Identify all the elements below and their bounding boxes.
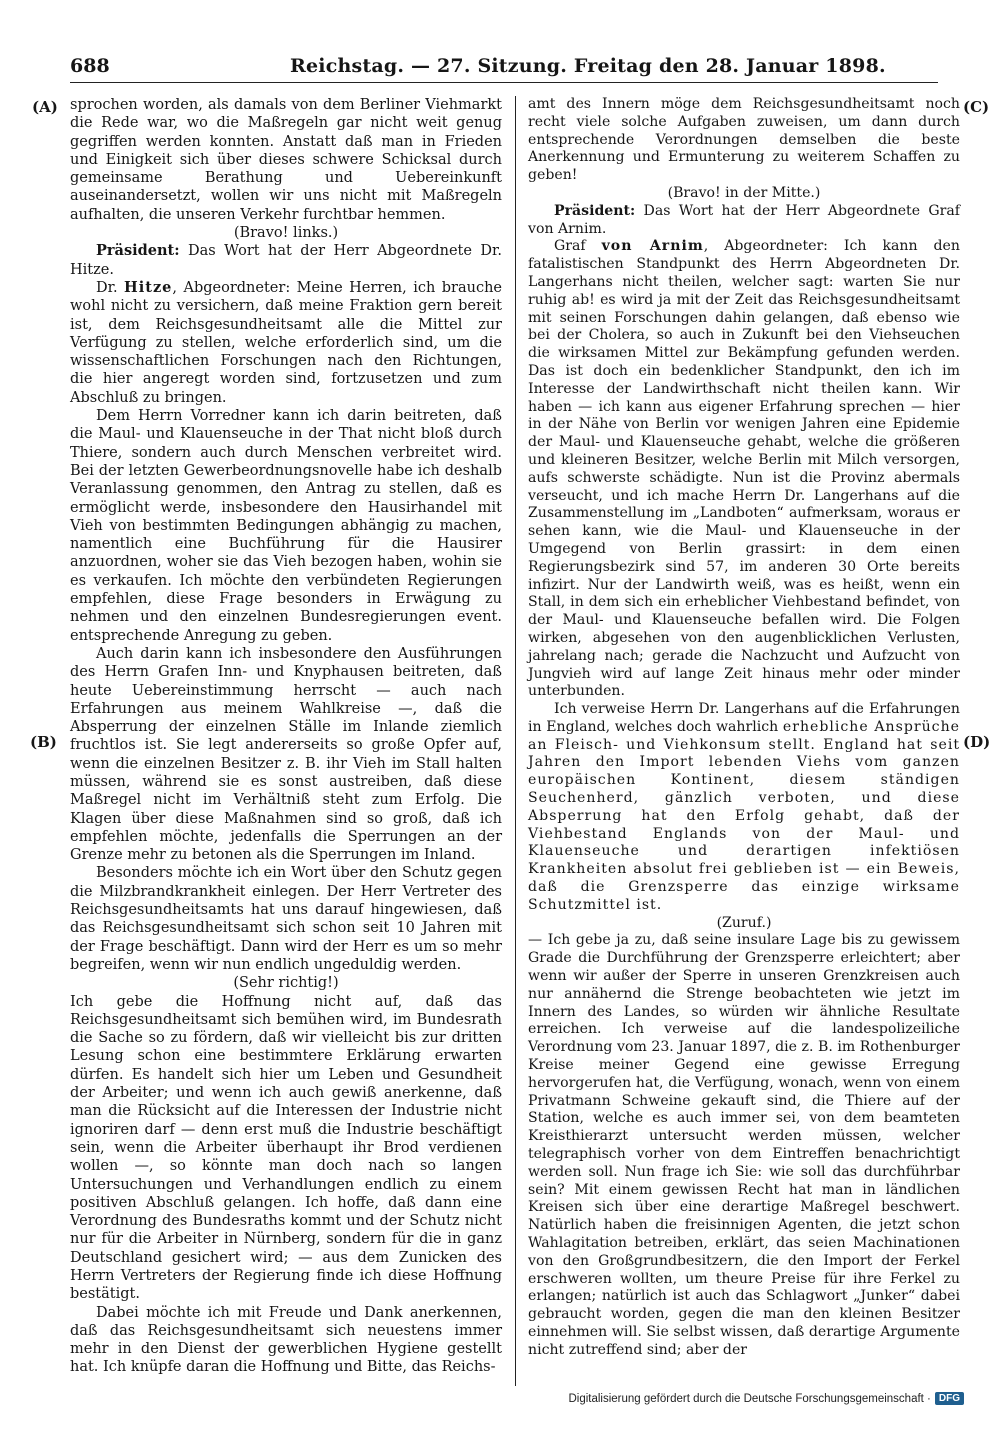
paragraph	[70, 242, 502, 279]
paragraph: Dabei möchte ich mit Freude und Dank anerkennen, daß das Reichsgesundheitsamt sich neuestens immer mehr in den Dienst der gewerblichen Hygiene gestellt hat. Ich knüpfe daran die Hoffnung und Bitte, das Reichs-	[70, 1304, 502, 1376]
paragraph-text: , Abgeordneter: Ich kann den fatalistischen Standpunkt des Herrn Abgeordneten Dr. Langerhans nicht theilen, welcher sagt: warten Sie nur ruhig ab! es wird ja mit der Zeit das Reichsgesundheitsamt mit seinen Forschungen dahin gelangen, daß ebenso wie bei der Cholera, so auch in Zukunft bei den Viehseuchen die wirksamen Mittel zur Bekämpfung gefunden werden. Das ist doch ein bedenklicher Standpunkt, den ich im Interesse der Landwirthschaft nicht theilen kann. Wir haben — ich kann aus eigener Erfahrung sprechen — hier in der Nähe von Berlin vor wenigen Jahren eine Epidemie der Maul- und Klauenseuche gehabt, welche die größeren und kleineren Besitzer, welche Berlin mit Milch versorgen, aufs schwerste schädigte. Nun ist die Provinz abermals verseucht, und ich mache Herrn Dr. Langerhans auf die Zusammenstellung im „Landboten“ aufmerksam, woraus er sehen kann, wie die Maul- und Klauenseuche in der Umgegend von Berlin grassirt: in dem einen Regierungsbezirk sind 57, im anderen 30 Orte bereits infizirt. Nur der Landwirth weiß, was es heißt, wenn ein Stall, in dem sich ein erheblicher Viehbestand befindet, von der Maul- und Klauenseuche befallen wird. Die Folgen wirken, abgesehen von den augenblicklichen Verlusten, jahrelang nach; gerade die Nachzucht und Aufzucht von Jungvieh wird auf lange Zeit hinaus mehr oder minder unterbunden.	[528, 238, 960, 700]
paragraph-text: , Abgeordneter: Meine Herren, ich brauche wohl nicht zu versichern, daß meine Fraktion gern bereit ist, dem Reichsgesundheitsamt alle die Mittel zur Verfügung zu stellen, welche erforderlich sind, um die wissenschaftlichen Forschungen nach den Richtungen, die hier angeregt worden sind, fortzusetzen und zum Abschluß zu bringen.	[70, 279, 503, 406]
paragraph: amt des Innern möge dem Reichsgesundheitsamt noch recht viele solche Aufgaben zuweisen, um dann durch entsprechende Verordnungen demselben die beste Anerkennung und Ermunterung zu weiterem Schaffen zu geben!	[528, 96, 960, 184]
paragraph	[528, 203, 960, 239]
footer-text: Digitalisierung gefördert durch die Deutsche Forschungsgemeinschaft ·	[568, 1392, 931, 1405]
paragraph	[528, 701, 960, 915]
left-column	[70, 96, 502, 1377]
column-divider	[515, 96, 516, 1386]
paragraph: Besonders möchte ich ein Wort über den Schutz gegen die Milzbrandkrankheit einlegen. Der Herr Vertreter des Reichsgesundheitsamts hat uns darauf hingewiesen, daß das Reichsgesundheitsamt sich schon seit 10 Jahren mit der Frage beschäftigt. Dann wird der Herr es um so mehr begreifen, wenn wir nun endlich ungeduldig werden.	[70, 865, 502, 973]
interjection: (Bravo! links.)	[233, 225, 339, 242]
paragraph-text: Ich verweise Herrn Dr. Langerhans auf die Erfahrungen in England, welches doch wahrlich	[528, 701, 960, 735]
right-column	[528, 96, 960, 1360]
interjection: (Zuruf.)	[716, 914, 772, 931]
interjection: (Bravo! in der Mitte.)	[667, 184, 821, 201]
header-rule	[70, 82, 938, 83]
page-number: 688	[70, 55, 110, 77]
paragraph	[70, 279, 502, 407]
paragraph-text: Das Wort hat der Herr Abgeordnete Dr. Hitze.	[70, 243, 502, 278]
paragraph: Auch darin kann ich insbesondere den Ausführungen des Herrn Grafen Inn- und Knyphausen beitreten, daß heute Uebereinstimmung herrscht — auch nach Erfahrungen aus meinem Wahlkreise —, daß die Absperrung der einzelnen Ställe im Inlande ziemlich fruchtlos ist. Sie legt andererseits so große Opfer auf, wenn die einzelnen Besitzer z. B. ihr Vieh im Stall halten müssen, während sie es sonst austreiben, daß diese Maßregel nicht im Verhältniß steht zum Erfolg. Die Klagen über diese Maßnahmen sind so groß, daß ich empfehlen möchte, jedenfalls die Sperrungen an der Grenze mehr zu betonen als die Sperrungen im Inland.	[70, 645, 502, 864]
digitization-footer	[568, 1392, 964, 1405]
interjection: (Sehr richtig!)	[233, 975, 339, 992]
paragraph: Ich gebe die Hoffnung nicht auf, daß das Reichsgesundheitsamt sich bemühen wird, im Bundesrath die Sache so zu fördern, daß wir vielleicht bis zur dritten Lesung schon eine bestimmtere Erklärung erwarten dürfen. Es handelt sich hier um Leben und Gesundheit der Arbeiter; und wenn ich auch gewiß anerkenne, daß man die Rücksicht auf die Interessen der Industrie nicht ignoriren darf — denn erst muß die Industrie beschäftigt sein, wenn die Arbeiter überhaupt ihr Brod verdienen wollen —, so könnte man doch nach so langen Untersuchungen und Verhandlungen endlich zu einem positiven Abschluß gelangen. Ich hoffe, daß dann eine Verordnung des Bundesraths kommt und der Schutz nicht nur für die Arbeiter in Nürnberg, sondern für die in ganz Deutschland gesichert wird; — aus dem Zunicken des Herrn Vertreters der Regierung finde ich diese Hoffnung bestätigt.	[70, 993, 502, 1303]
speaker-title: Graf	[554, 238, 602, 255]
margin-mark-a: (A)	[32, 98, 58, 116]
paragraph: — Ich gebe ja zu, daß seine insulare Lage bis zu gewissem Grade die Durchführung der Grenzsperre erleichtert; aber wenn wir außer der Sperre in unseren Grenzkreisen auch nur annähernd die Strenge beobachteten wie jetzt im Innern des Landes, so würden wir ähnliche Resultate erreichen. Ich verweise auf die landespolizeiliche Verordnung vom 23. Januar 1897, die z. B. im Rothenburger Kreise meiner Gegend eine gewisse Erregung hervorgerufen hat, die Verfügung, wonach, wenn von einem Privatmann Schweine gekauft sind, die Thiere auf der Station, welche es auch immer sei, von dem beamteten Kreisthierarzt untersucht werden müssen, welcher telegraphisch vorher von dem Eintreffen benachrichtigt werden soll. Nun frage ich Sie: wie soll das durchführbar sein? Mit einem gewissen Recht hat man in ländlichen Kreisen sich über eine derartige Maßregel beschwert. Natürlich haben die freisinnigen Agenten, die jetzt schon Wahlagitation betreiben, erklärt, das seien Machinationen von den Großgrundbesitzern, die den Import der Ferkel erschweren wollten, um theure Preise für ihre Ferkel zu erlangen; natürlich ist auch das Schlagwort „Junker“ dabei gebraucht worden, gegen die man den kleinen Besitzer einnehmen will. Sie selbst wissen, daß derartige Argumente nicht zutreffend sind; aber der	[528, 932, 960, 1358]
spaced-emphasis-text: erhebliche Ansprüche an Fleisch- und Viehkonsum stellt. England hat seit Jahren den Import lebenden Viehs vom ganzen europäischen Kontinent, diesem ständigen Seuchenherd, gänzlich verboten, und diese Absperrung hat den Erfolg gehabt, daß der Viehbestand Englands von der Maul- und Klauenseuche und derartigen infektiösen Krankheiten absolut frei geblieben ist — ein Beweis, daß die Grenzsperre das einzige wirksame Schutzmittel ist.	[528, 718, 960, 913]
speaker-label: Präsident:	[554, 202, 636, 219]
page-header-title: Reichstag. — 27. Sitzung. Freitag den 28. Januar 1898.	[290, 55, 886, 77]
speaker-name: von Arnim	[601, 238, 704, 255]
paragraph: Dem Herrn Vorredner kann ich darin beitreten, daß die Maul- und Klauenseuche in der That nicht bloß durch Thiere, sondern auch durch Menschen verbreitet wird. Bei der letzten Gewerbeordnungsnovelle habe ich deshalb Veranlassung genommen, den Antrag zu stellen, daß es ermöglicht werde, insbesondere den Hausirhandel mit Vieh von bestimmten Bedingungen abhängig zu machen, namentlich eine Buchführung für die Hausirer anzuordnen, woher sie das Vieh bezogen haben, wohin sie es verkaufen. Ich möchte den verbündeten Regierungen empfehlen, diese Frage besonders in Erwägung zu nehmen und den einzelnen Bundesregierungen event. entsprechende Anregung zu geben.	[70, 408, 502, 644]
margin-mark-b: (B)	[30, 733, 57, 751]
speaker-name: Hitze	[124, 278, 173, 296]
paragraph: sprochen worden, als damals von dem Berliner Viehmarkt die Rede war, wo die Maßregeln gar nicht weit genug gegriffen werden konnten. Anstatt daß man in Frieden und Einigkeit sich über dieses schwere Schicksal durch gemeinsame Berathung und Uebereinkunft auseinandersetzt, wollen wir uns nicht mit Maßregeln aufhalten, die unseren Verkehr furchtbar hemmen.	[70, 97, 502, 223]
margin-mark-c: (C)	[963, 98, 990, 116]
speaker-label: Präsident:	[96, 242, 180, 260]
paragraph-text: Das Wort hat der Herr Abgeordnete Graf von Arnim.	[528, 202, 960, 237]
margin-mark-d: (D)	[963, 733, 991, 751]
dfg-logo-icon: DFG	[935, 1392, 964, 1405]
paragraph	[528, 238, 960, 701]
speaker-title: Dr.	[96, 279, 125, 296]
